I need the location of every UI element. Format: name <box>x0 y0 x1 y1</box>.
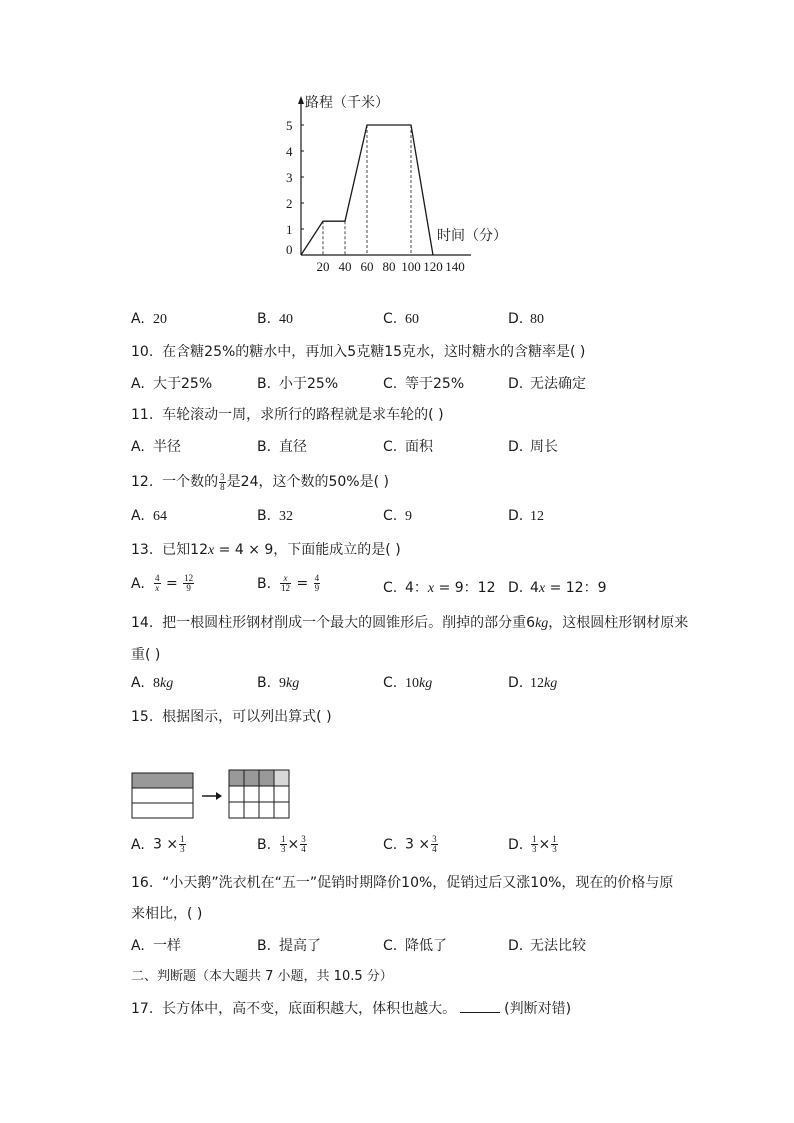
q14-option-c[interactable]: C. 10kg <box>383 675 433 691</box>
x-tick-label: 20 <box>316 259 330 274</box>
q12-option-d[interactable]: D. 12 <box>508 508 544 524</box>
q12-option-a[interactable]: A. 64 <box>131 508 167 524</box>
q9-option-a[interactable]: A. 20 <box>131 311 167 327</box>
q15-stem: 15. 根据图示，可以列出算式( ) <box>131 709 332 725</box>
x-tick-label: 60 <box>360 259 374 274</box>
section-heading: 二、判断题（本大题共 7 小题，共 10.5 分） <box>131 969 393 984</box>
arrow-right-icon <box>202 792 222 800</box>
q15-option-b[interactable]: B. $\frac{1}{3}$ × $\frac{3}{4}$ <box>257 834 306 854</box>
q14-stem-line2: 重( ) <box>131 647 161 663</box>
grid-cell <box>274 770 289 786</box>
q9-options <box>131 311 651 333</box>
q16-options <box>131 935 651 957</box>
q13-options <box>131 574 651 600</box>
x-tick-label: 80 <box>382 259 396 274</box>
y-tick-label: 4 <box>286 144 293 159</box>
q11-option-a[interactable]: A. 半径 <box>131 439 181 455</box>
q14-option-a[interactable]: A. 8kg <box>131 675 174 691</box>
q14-stem-line1: 14. 把一根圆柱形钢材削成一个最大的圆锥形后。削掉的部分重6kg，这根圆柱形钢材原来 <box>131 615 689 631</box>
q13-option-b[interactable]: B. $\frac{x}{12}$ = $\frac{4}{9}$ <box>257 573 320 593</box>
x-tick-label: 140 <box>445 259 465 274</box>
x-tick-label: 40 <box>338 259 352 274</box>
q13-option-d[interactable]: D. 4x = 12：9 <box>508 580 607 596</box>
q16-option-d[interactable]: D. 无法比较 <box>508 938 586 954</box>
y-tick-label: 1 <box>286 222 293 237</box>
q10-stem: 10. 在含糖25%的糖水中，再加入5克糖15克水，这时糖水的含糖率是( ) <box>131 344 586 360</box>
grid-cell <box>259 786 274 802</box>
grid-cell <box>229 770 244 786</box>
q11-option-c[interactable]: C. 面积 <box>383 439 433 455</box>
q13-option-a[interactable]: A. $\frac{4}{x}$ = $\frac{12}{9}$ <box>131 573 194 593</box>
grid-cell <box>244 770 259 786</box>
q9-option-c[interactable]: C. 60 <box>383 311 419 327</box>
q17-stem: 17. 长方体中，高不变，底面积越大，体积也越大。 (判断对错) <box>131 998 699 1020</box>
q12-option-b[interactable]: B. 32 <box>257 508 293 524</box>
q10-option-a[interactable]: A. 大于25% <box>131 376 213 392</box>
q15-single-bar <box>132 773 193 818</box>
q15-diagram <box>130 768 295 820</box>
q12-fraction: $\frac{3}{8}$ <box>220 471 225 492</box>
grid-cell <box>274 786 289 802</box>
x-tick-label: 100 <box>401 259 421 274</box>
q10-option-c[interactable]: C. 等于25% <box>383 376 465 392</box>
y-axis-label: 路程（千米） <box>305 96 389 111</box>
distance-time-chart <box>270 88 520 278</box>
q12-option-c[interactable]: C. 9 <box>383 508 412 524</box>
q15-option-d[interactable]: D. $\frac{1}{3}$ × $\frac{1}{3}$ <box>508 834 557 854</box>
grid-cell <box>274 802 289 818</box>
q15-option-a[interactable]: A. 3 × $\frac{1}{3}$ <box>131 834 185 854</box>
q15-options <box>131 835 651 861</box>
q14-options <box>131 675 651 697</box>
q15-option-c[interactable]: C. 3 × $\frac{3}{4}$ <box>383 834 437 854</box>
grid-cell <box>229 786 244 802</box>
q15-grid <box>229 770 289 818</box>
q16-option-a[interactable]: A. 一样 <box>131 938 181 954</box>
grid-cell <box>244 786 259 802</box>
q14-option-b[interactable]: B. 9kg <box>257 675 300 691</box>
q11-option-d[interactable]: D. 周长 <box>508 439 558 455</box>
q10-options <box>131 373 651 395</box>
x-axis-label: 时间（分） <box>437 229 507 244</box>
y-axis-arrow <box>298 96 304 104</box>
q12-stem: 12. 一个数的 $\frac{3}{8}$ 是24，这个数的50%是( ) <box>131 471 389 492</box>
q9-option-b[interactable]: B. 40 <box>257 311 293 327</box>
q10-option-b[interactable]: B. 小于25% <box>257 376 339 392</box>
q14-option-d[interactable]: D. 12kg <box>508 675 558 691</box>
q16-stem-line1: 16. “小天鹅”洗衣机在“五一”促销时期降价10%，促销过后又涨10%，现在的价格与原 <box>131 875 674 891</box>
grid-cell <box>244 802 259 818</box>
q13-stem: 13. 已知12x = 4 × 9，下面能成立的是( ) <box>131 542 401 558</box>
grid-cell <box>229 802 244 818</box>
origin-label: 0 <box>286 242 293 257</box>
q16-option-b[interactable]: B. 提高了 <box>257 938 321 954</box>
q11-option-b[interactable]: B. 直径 <box>257 439 307 455</box>
q12-options <box>131 508 651 530</box>
grid-cell <box>259 770 274 786</box>
q9-option-d[interactable]: D. 80 <box>508 311 544 327</box>
grid-cell <box>259 802 274 818</box>
y-tick-label: 5 <box>286 118 293 133</box>
q16-option-c[interactable]: C. 降低了 <box>383 938 447 954</box>
x-tick-label: 120 <box>423 259 443 274</box>
q17-answer-blank[interactable] <box>460 998 500 1013</box>
q11-options <box>131 436 651 458</box>
q11-stem: 11. 车轮滚动一周，求所行的路程就是求车轮的( ) <box>131 407 444 423</box>
q13-option-c[interactable]: C. 4：x = 9：12 <box>383 580 496 596</box>
y-tick-label: 2 <box>286 196 293 211</box>
q16-stem-line2: 来相比，( ) <box>131 906 203 922</box>
q10-option-d[interactable]: D. 无法确定 <box>508 376 586 392</box>
y-tick-label: 3 <box>286 170 293 185</box>
